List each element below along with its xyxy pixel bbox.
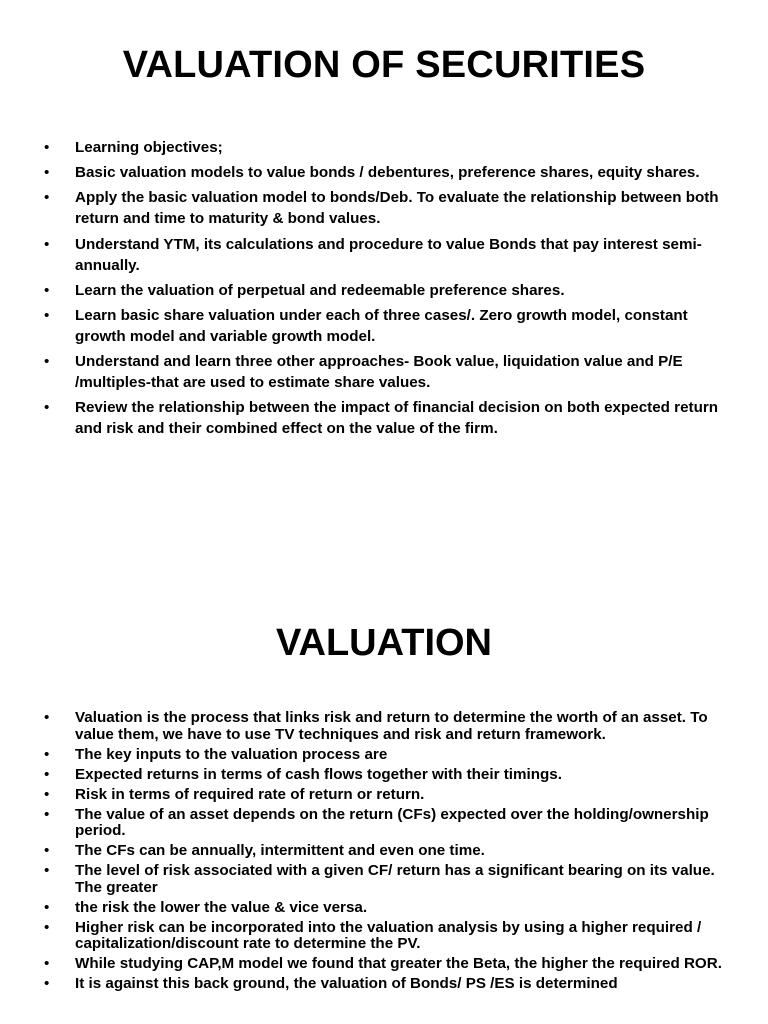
bullet-dot-icon: • bbox=[44, 955, 50, 972]
bullet-text: Understand YTM, its calculations and procedure to value Bonds that pay interest semi-annually. bbox=[75, 235, 702, 274]
bullet-text: It is against this back ground, the valuation of Bonds/ PS /ES is determined bbox=[75, 975, 618, 992]
bullet-item bbox=[44, 351, 730, 393]
bullet-dot-icon: • bbox=[44, 189, 50, 207]
bullet-item bbox=[44, 137, 730, 158]
bullet-dot-icon: • bbox=[44, 399, 50, 417]
bullet-dot-icon: • bbox=[44, 164, 50, 182]
bullet-text: Expected returns in terms of cash flows together with their timings. bbox=[75, 765, 562, 783]
bullet-item bbox=[44, 807, 730, 840]
bullet-dot-icon: • bbox=[44, 785, 50, 803]
bullet-text: Learn the valuation of perpetual and redeemable preference shares. bbox=[75, 281, 565, 299]
bullet-item bbox=[44, 162, 730, 183]
bullet-dot-icon: • bbox=[44, 862, 50, 879]
bullet-item bbox=[44, 187, 730, 229]
bullet-item bbox=[44, 920, 730, 953]
bullet-item bbox=[44, 976, 730, 993]
bullet-dot-icon: • bbox=[44, 805, 50, 823]
bullet-item bbox=[44, 710, 730, 743]
bullet-text: Basic valuation models to value bonds / debentures, preference shares, equity shares. bbox=[75, 164, 700, 182]
bullet-dot-icon: • bbox=[44, 235, 50, 253]
bullet-item bbox=[44, 397, 730, 439]
slide-valuation-of-securities bbox=[0, 0, 768, 500]
bullet-dot-icon: • bbox=[44, 306, 50, 324]
bullet-dot-icon: • bbox=[44, 709, 50, 726]
bullet-dot-icon: • bbox=[44, 353, 50, 371]
bullet-list bbox=[44, 710, 730, 996]
bullet-dot-icon: • bbox=[44, 842, 50, 859]
bullet-item bbox=[44, 863, 730, 896]
slide-title: VALUATION OF SECURITIES bbox=[122, 44, 646, 86]
bullet-text: Valuation is the process that links risk and return to determine the worth of an asset. To value them, we have to use TV techniques and risk and return framework. bbox=[75, 709, 708, 743]
bullet-text: Understand and learn three other approaches- Book value, liquidation value and P/E /multiples-that are used to estimate share values. bbox=[75, 353, 683, 392]
bullet-list bbox=[44, 137, 730, 444]
bullet-text: The value of an asset depends on the return (CFs) expected over the holding/ownership period. bbox=[75, 805, 709, 839]
bullet-dot-icon: • bbox=[44, 139, 50, 156]
bullet-item bbox=[44, 843, 730, 860]
bullet-dot-icon: • bbox=[44, 918, 50, 936]
bullet-text: the risk the lower the value & vice versa. bbox=[75, 898, 368, 916]
bullet-item bbox=[44, 747, 730, 764]
bullet-text: Learn basic share valuation under each of three cases/. Zero growth model, constant growth model and variable growth model. bbox=[75, 306, 688, 345]
bullet-text: Apply the basic valuation model to bonds/Deb. To evaluate the relationship between both return and time to maturity & bond values. bbox=[75, 189, 719, 228]
bullet-text: Risk in terms of required rate of return or return. bbox=[75, 785, 425, 803]
bullet-item bbox=[44, 234, 730, 276]
bullet-item bbox=[44, 900, 730, 917]
bullet-dot-icon: • bbox=[44, 281, 50, 299]
bullet-text: Review the relationship between the impact of financial decision on both expected return and risk and their combined effect on the value of the firm. bbox=[75, 399, 719, 438]
bullet-text: The level of risk associated with a given CF/ return has a significant bearing on its value. The greater bbox=[75, 862, 715, 896]
bullet-dot-icon: • bbox=[44, 765, 50, 783]
bullet-text: The key inputs to the valuation process are bbox=[75, 745, 388, 763]
bullet-text: The CFs can be annually, intermittent and even one time. bbox=[75, 842, 485, 859]
slide-valuation bbox=[0, 590, 768, 1024]
slide-title: VALUATION bbox=[275, 622, 492, 664]
bullet-text: While studying CAP,M model we found that greater the Beta, the higher the required ROR. bbox=[75, 955, 722, 972]
bullet-item bbox=[44, 305, 730, 347]
bullet-text: Learning objectives; bbox=[75, 139, 223, 156]
bullet-dot-icon: • bbox=[44, 745, 50, 763]
bullet-item bbox=[44, 280, 730, 301]
bullet-dot-icon: • bbox=[44, 975, 50, 992]
bullet-text: Higher risk can be incorporated into the valuation analysis by using a higher required / capitalization/discount rate to determine the PV. bbox=[75, 918, 702, 952]
bullet-item bbox=[44, 787, 730, 804]
bullet-item bbox=[44, 767, 730, 784]
bullet-dot-icon: • bbox=[44, 898, 50, 916]
bullet-item bbox=[44, 956, 730, 973]
